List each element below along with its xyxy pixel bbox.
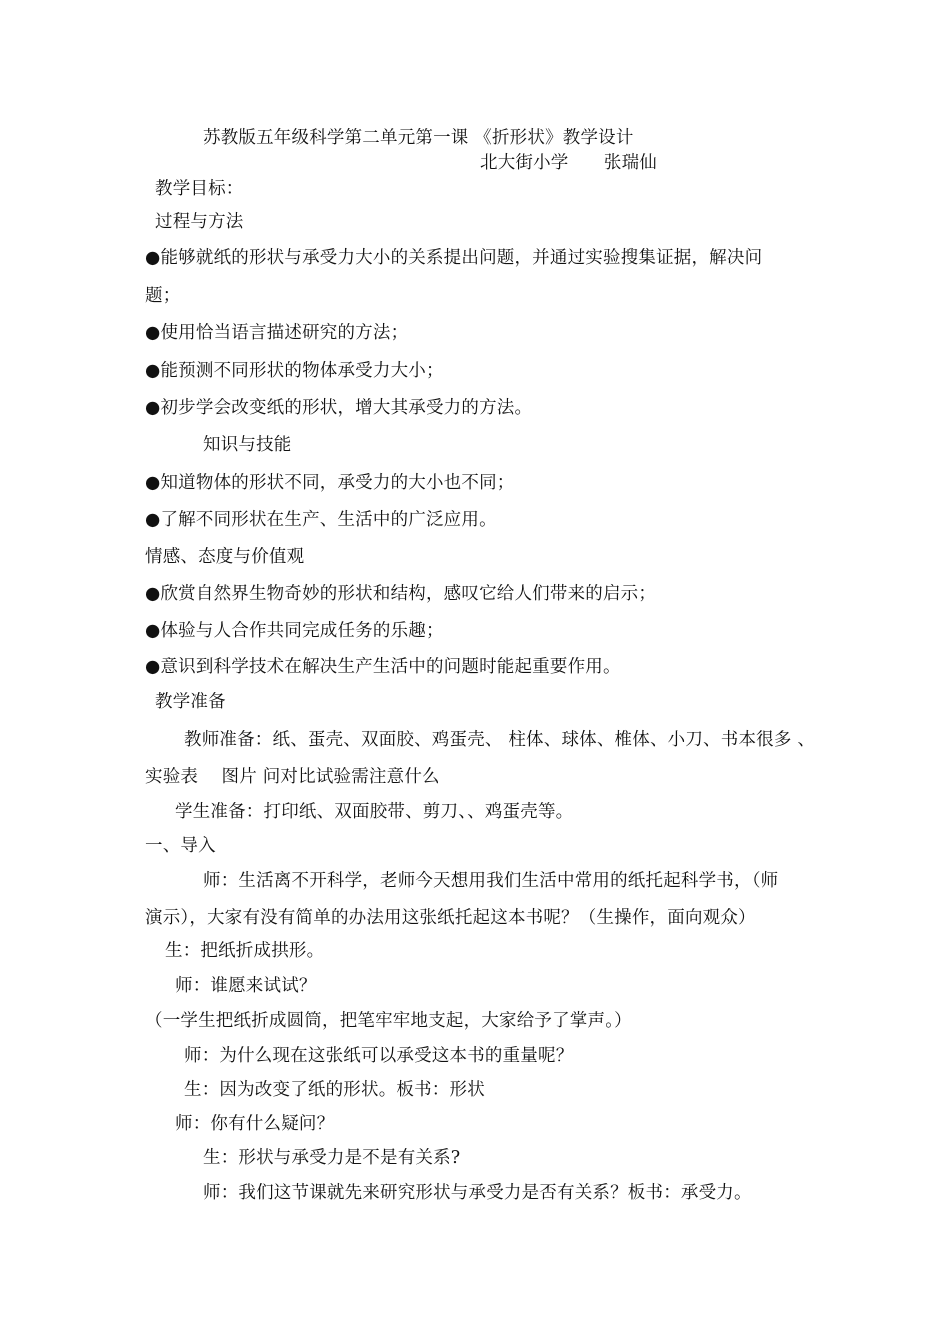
- subheading-knowledge-skills: 知识与技能: [203, 435, 292, 455]
- dialogue-line: 生：把纸折成拱形。: [165, 941, 325, 961]
- section-heading-introduction: 一、导入: [145, 836, 216, 856]
- objective-item: ●初步学会改变纸的形状，增大其承受力的方法。: [145, 398, 533, 418]
- objective-item: ●能够就纸的形状与承受力大小的关系提出问题，并通过实验搜集证据，解决问: [145, 248, 763, 268]
- teacher-preparation: 教师准备：纸、蛋壳、双面胶、鸡蛋壳、 柱体、球体、椎体、小刀、书本很多 、: [184, 730, 816, 750]
- objective-item: ●使用恰当语言描述研究的方法；: [145, 323, 409, 343]
- author-line: 北大街小学 张瑞仙: [480, 153, 657, 173]
- objective-item: ●意识到科学技术在解决生产生活中的问题时能起重要作用。: [145, 657, 621, 677]
- objective-item: ●能预测不同形状的物体承受力大小；: [145, 361, 444, 381]
- dialogue-line-continued: 演示），大家有没有简单的办法用这张纸托起这本书呢？（生操作，面向观众）: [145, 908, 756, 928]
- student-preparation: 学生准备：打印纸、双面胶带、剪刀、、鸡蛋壳等。: [175, 802, 574, 822]
- objective-item: ●知道物体的形状不同，承受力的大小也不同；: [145, 473, 515, 493]
- dialogue-line: 师：为什么现在这张纸可以承受这本书的重量呢？: [184, 1046, 574, 1066]
- section-heading-preparation: 教学准备: [155, 692, 226, 712]
- dialogue-line: 生：因为改变了纸的形状。板书：形状: [184, 1080, 485, 1100]
- dialogue-note: （一学生把纸折成圆筒，把笔牢牢地支起，大家给予了掌声。）: [145, 1011, 632, 1031]
- teacher-preparation-continued: 实验表 图片 问对比试验需注意什么: [145, 767, 440, 787]
- subheading-emotion-values: 情感、态度与价值观: [145, 547, 305, 567]
- dialogue-line: 师：我们这节课就先来研究形状与承受力是否有关系？板书：承受力。: [203, 1183, 752, 1203]
- objective-item-continued: 题；: [145, 286, 181, 306]
- objective-item: ●欣赏自然界生物奇妙的形状和结构，感叹它给人们带来的启示；: [145, 584, 657, 604]
- objective-item: ●了解不同形状在生产、生活中的广泛应用。: [145, 510, 497, 530]
- objective-item: ●体验与人合作共同完成任务的乐趣；: [145, 621, 444, 641]
- section-heading-objectives: 教学目标：: [155, 179, 244, 199]
- dialogue-line: 生：形状与承受力是不是有关系?: [203, 1148, 461, 1168]
- subheading-process-methods: 过程与方法: [155, 212, 244, 232]
- dialogue-line: 师：谁愿来试试？: [175, 976, 317, 996]
- document-title: 苏教版五年级科学第二单元第一课 《折形状》教学设计: [203, 128, 634, 148]
- dialogue-line: 师：你有什么疑问？: [175, 1114, 335, 1134]
- dialogue-line: 师：生活离不开科学，老师今天想用我们生活中常用的纸托起科学书，（师: [203, 871, 779, 891]
